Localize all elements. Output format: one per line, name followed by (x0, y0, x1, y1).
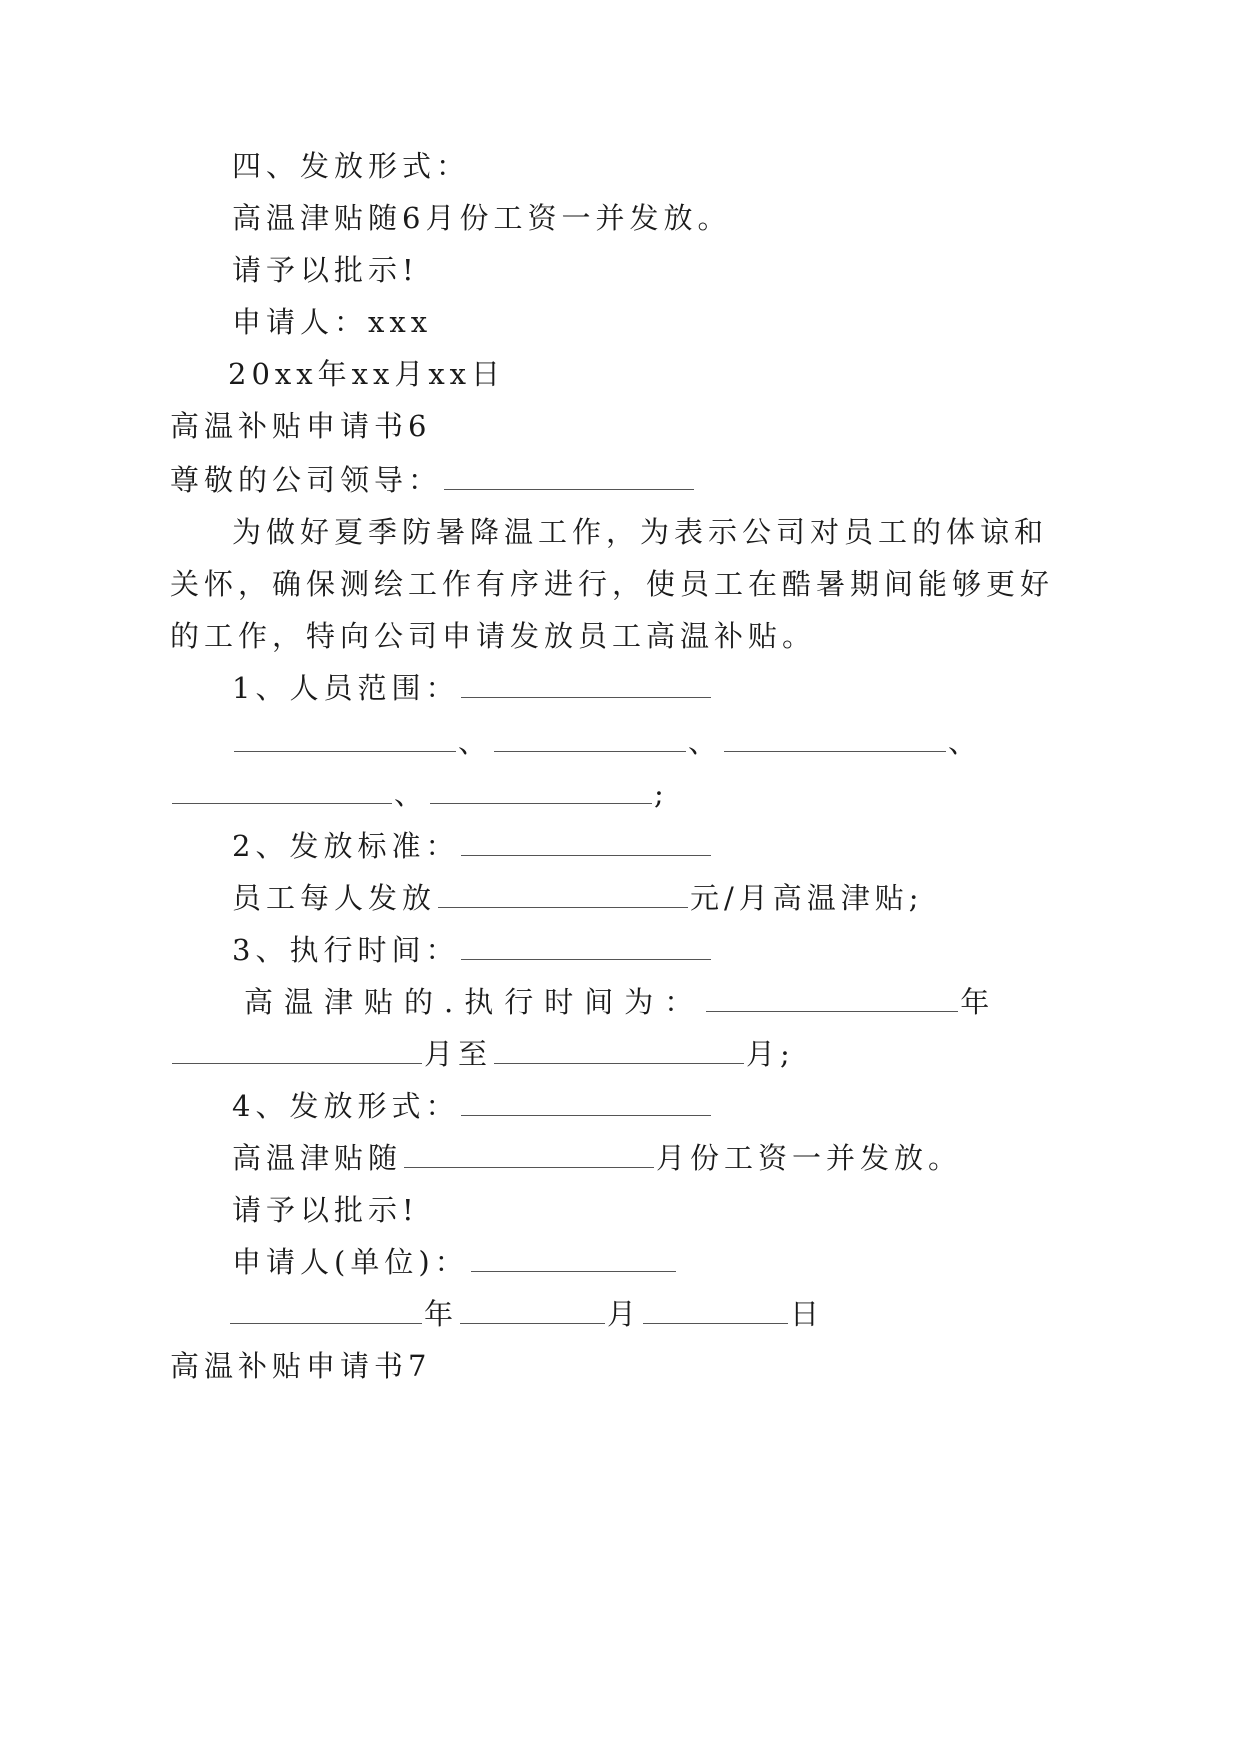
item4-detail-line (232, 1138, 962, 1178)
date-year: 年 (424, 1297, 459, 1331)
item4-label: 4、发放形式： (232, 1089, 460, 1123)
blank-field (460, 1297, 605, 1324)
blank-field (404, 1141, 654, 1168)
blank-field (430, 777, 652, 804)
item3-line (232, 930, 713, 970)
item4-line (232, 1086, 713, 1126)
item3-prefix: 高温津贴的.执行时间为： (244, 985, 705, 1019)
blank-field (444, 463, 694, 490)
blank-field (494, 725, 686, 752)
item4-prefix: 高温津贴随 (232, 1141, 403, 1175)
staff-blanks-line (232, 722, 982, 762)
document-title: 高温补贴申请书6 (170, 409, 432, 443)
blank-field (172, 1037, 422, 1064)
blank-field (494, 1037, 744, 1064)
salutation-line (170, 460, 696, 500)
separator: 、 (394, 777, 429, 811)
item3-month-to: 月至 (424, 1037, 493, 1071)
item3-detail-line (244, 982, 1000, 1022)
request-text: 请予以批示! (232, 253, 419, 287)
document-title: 高温补贴申请书7 (170, 1349, 432, 1383)
item2-suffix: 元/月高温津贴; (690, 881, 924, 915)
item3-detail-line (170, 1034, 795, 1074)
applicant-line (232, 1242, 678, 1282)
staff-blanks-line (170, 774, 669, 814)
blank-field (461, 671, 711, 698)
item2-prefix: 员工每人发放 (232, 881, 437, 915)
paragraph-line: 关怀，确保测绘工作有序进行，使员工在酷暑期间能够更好 (170, 567, 1055, 601)
blank-field (461, 1089, 711, 1116)
item2-detail-line (232, 878, 924, 918)
applicant-text: 申请人：xxx (232, 305, 433, 339)
salutation-text: 尊敬的公司领导： (170, 463, 443, 497)
item1-label: 1、人员范围： (232, 671, 460, 705)
blank-field (724, 725, 946, 752)
applicant-label: 申请人(单位)： (232, 1245, 469, 1279)
item2-line (232, 826, 713, 866)
blank-field (461, 829, 711, 856)
item4-suffix: 月份工资一并发放。 (656, 1141, 963, 1175)
paragraph-line: 为做好夏季防暑降温工作，为表示公司对员工的体谅和 (232, 515, 1049, 549)
date-text: 20xx年xx月xx日 (228, 357, 506, 391)
separator: ; (654, 777, 669, 811)
item3-month-end: 月; (746, 1037, 795, 1071)
blank-field (438, 881, 688, 908)
signature-date-line (228, 1294, 824, 1334)
blank-field (234, 725, 456, 752)
date-month: 月 (607, 1297, 642, 1331)
blank-field (230, 1297, 422, 1324)
separator: 、 (948, 725, 983, 759)
section-heading: 四、发放形式： (232, 149, 471, 183)
item3-year: 年 (960, 985, 1001, 1019)
separator: 、 (458, 725, 493, 759)
date-day: 日 (790, 1297, 825, 1331)
blank-field (461, 933, 711, 960)
item2-label: 2、发放标准： (232, 829, 460, 863)
item3-label: 3、执行时间： (232, 933, 460, 967)
item1-line (232, 668, 713, 708)
blank-field (471, 1245, 676, 1272)
blank-field (706, 985, 958, 1012)
request-text: 请予以批示! (232, 1193, 419, 1227)
paragraph-line: 的工作，特向公司申请发放员工高温补贴。 (170, 619, 817, 653)
blank-field (172, 777, 392, 804)
blank-field (643, 1297, 788, 1324)
body-text: 高温津贴随6月份工资一并发放。 (232, 201, 732, 235)
separator: 、 (688, 725, 723, 759)
